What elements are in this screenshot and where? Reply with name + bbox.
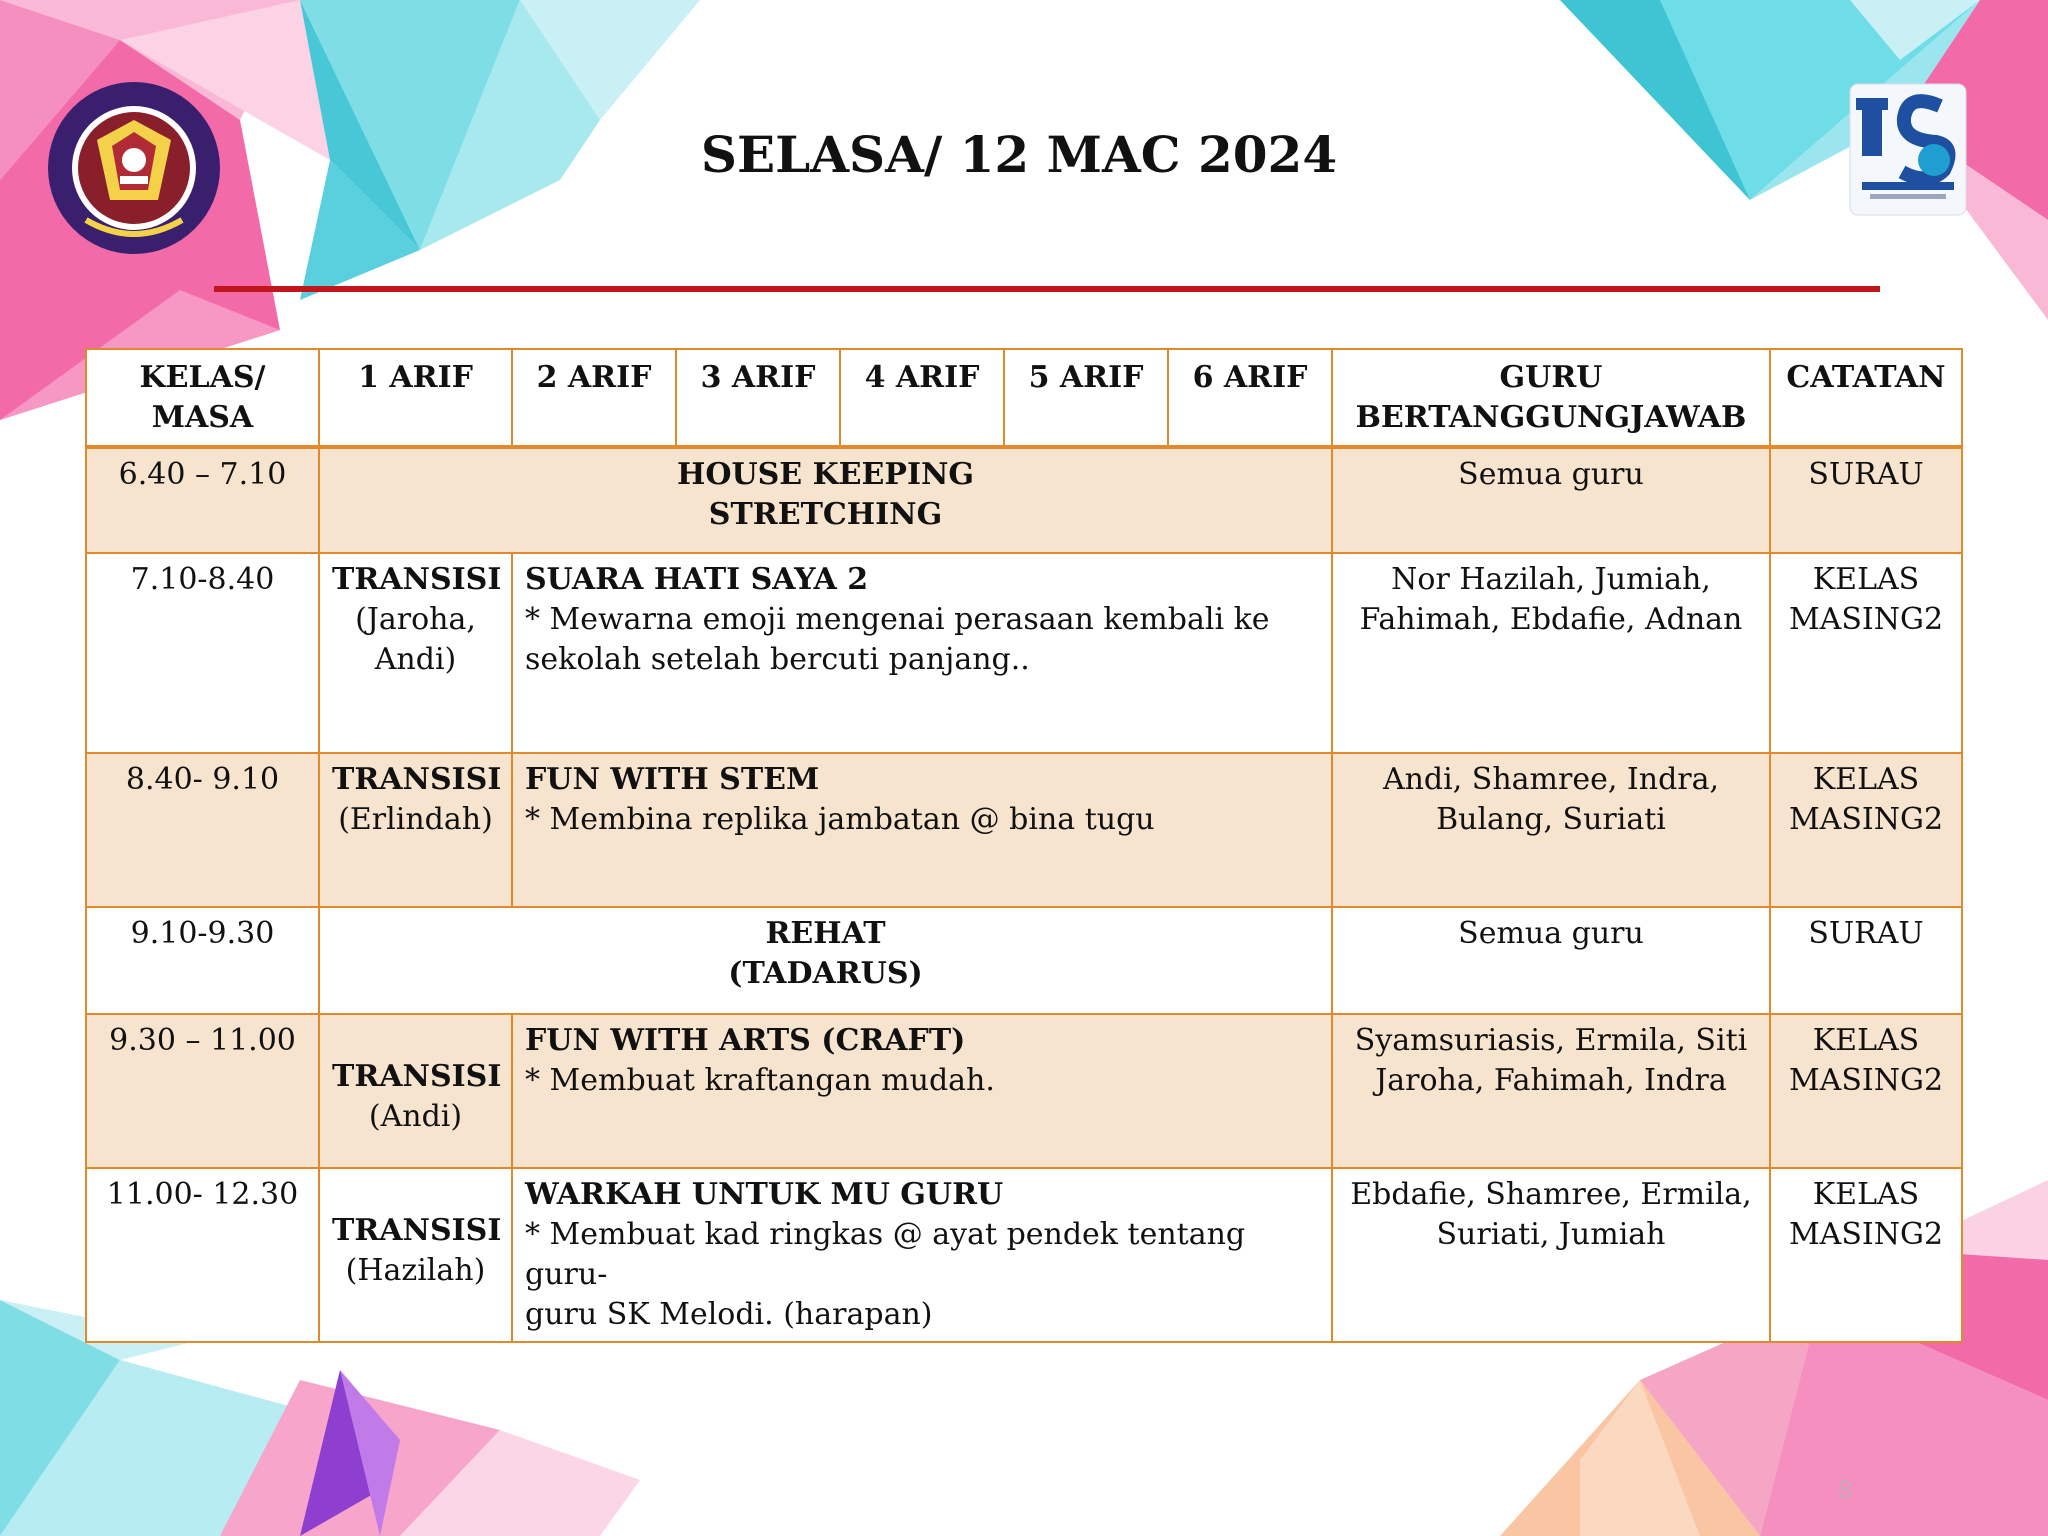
time-cell: 6.40 – 7.10 — [86, 447, 319, 553]
header-catatan: CATATAN — [1770, 349, 1962, 447]
table-row — [86, 1014, 1962, 1168]
table-row — [86, 753, 1962, 907]
header-guru: GURU BERTANGGUNGJAWAB — [1332, 349, 1770, 447]
guru-cell: Andi, Shamree, Indra, Bulang, Suriati — [1332, 753, 1770, 907]
header-6-arif: 6 ARIF — [1168, 349, 1332, 447]
catatan-cell: KELAS MASING2 — [1770, 553, 1962, 753]
header-2-arif: 2 ARIF — [512, 349, 676, 447]
guru-cell: Syamsuriasis, Ermila, Siti Jaroha, Fahimah, Indra — [1332, 1014, 1770, 1168]
time-cell: 11.00- 12.30 — [86, 1168, 319, 1342]
catatan-cell: SURAU — [1770, 907, 1962, 1014]
activity-cell: SUARA HATI SAYA 2 * Mewarna emoji mengenai perasaan kembali ke sekolah setelah bercuti panjang.. — [512, 553, 1332, 753]
table-row — [86, 1168, 1962, 1342]
guru-cell: Ebdafie, Shamree, Ermila, Suriati, Jumiah — [1332, 1168, 1770, 1342]
transisi-cell: TRANSISI (Jaroha, Andi) — [319, 553, 512, 753]
page-number: 8 — [1838, 1474, 1853, 1504]
activity-cell: FUN WITH ARTS (CRAFT) * Membuat kraftangan mudah. — [512, 1014, 1332, 1168]
activity-cell: HOUSE KEEPING STRETCHING — [319, 447, 1332, 553]
time-cell: 7.10-8.40 — [86, 553, 319, 753]
activity-cell: WARKAH UNTUK MU GURU * Membuat kad ringkas @ ayat pendek tentang guru- guru SK Melodi. (harapan) — [512, 1168, 1332, 1342]
catatan-cell: KELAS MASING2 — [1770, 1168, 1962, 1342]
title-divider — [214, 286, 1880, 292]
activity-cell: REHAT (TADARUS) — [319, 907, 1332, 1014]
header-4-arif: 4 ARIF — [840, 349, 1004, 447]
table-row — [86, 907, 1962, 1014]
page-title: SELASA/ 12 MAC 2024 — [700, 125, 1338, 184]
guru-cell: Nor Hazilah, Jumiah, Fahimah, Ebdafie, Adnan — [1332, 553, 1770, 753]
schedule-table — [85, 348, 1963, 1343]
header-5-arif: 5 ARIF — [1004, 349, 1168, 447]
transisi-cell: TRANSISI (Hazilah) — [319, 1168, 512, 1342]
guru-cell: Semua guru — [1332, 447, 1770, 553]
table-row — [86, 553, 1962, 753]
time-cell: 9.10-9.30 — [86, 907, 319, 1014]
header-3-arif: 3 ARIF — [676, 349, 840, 447]
header-1-arif: 1 ARIF — [319, 349, 512, 447]
activity-cell: FUN WITH STEM * Membina replika jambatan @ bina tugu — [512, 753, 1332, 907]
guru-cell: Semua guru — [1332, 907, 1770, 1014]
time-cell: 8.40- 9.10 — [86, 753, 319, 907]
table-row — [86, 447, 1962, 553]
table-header-row — [86, 349, 1962, 447]
catatan-cell: SURAU — [1770, 447, 1962, 553]
catatan-cell: KELAS MASING2 — [1770, 1014, 1962, 1168]
time-cell: 9.30 – 11.00 — [86, 1014, 319, 1168]
header-kelas: KELAS/ MASA — [86, 349, 319, 447]
catatan-cell: KELAS MASING2 — [1770, 753, 1962, 907]
transisi-cell: TRANSISI (Andi) — [319, 1014, 512, 1168]
transisi-cell: TRANSISI (Erlindah) — [319, 753, 512, 907]
